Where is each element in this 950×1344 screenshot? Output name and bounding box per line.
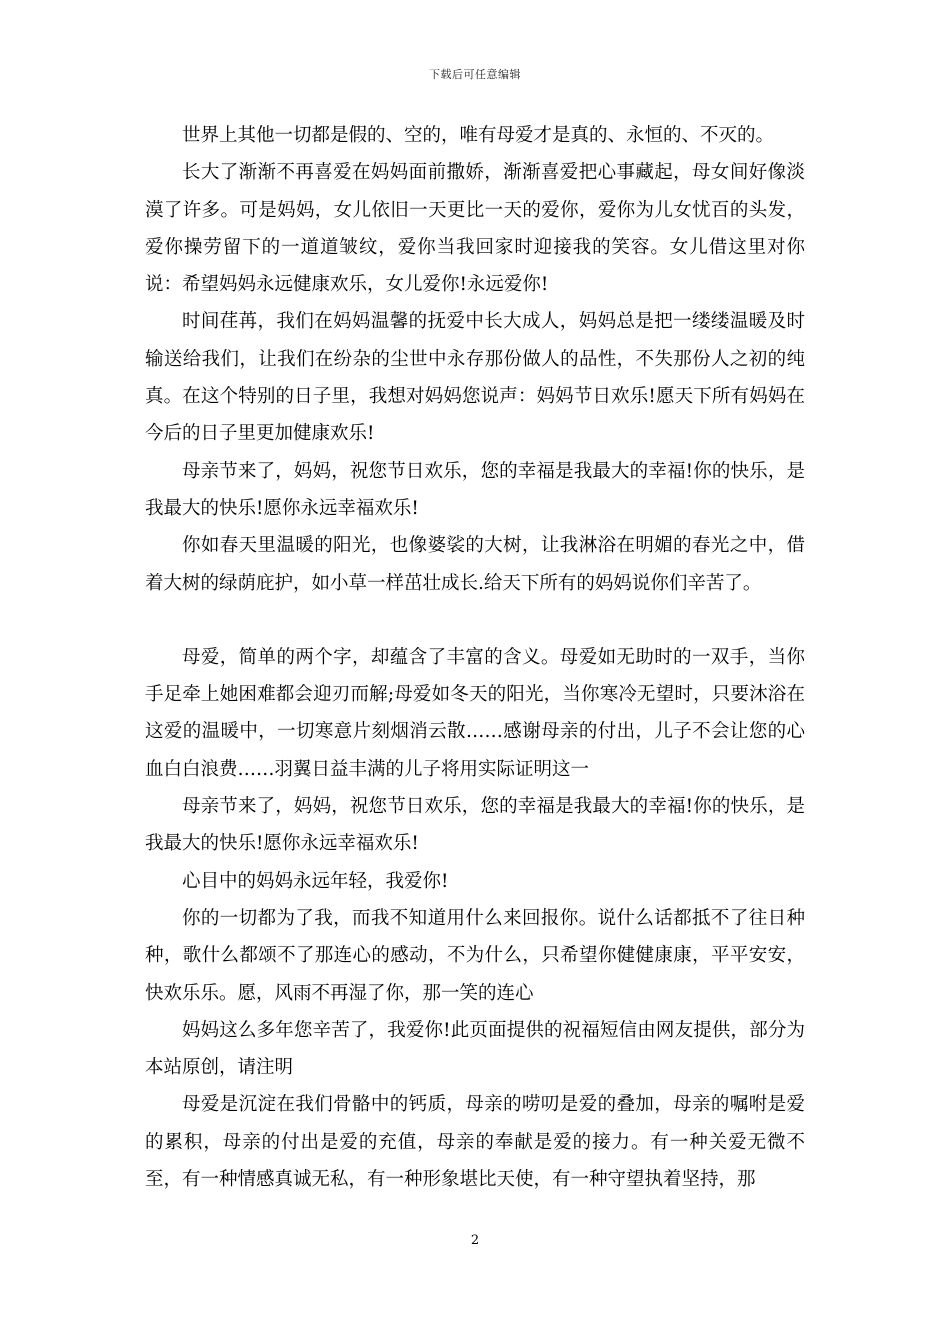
paragraph-spacer xyxy=(145,602,805,639)
paragraph: 你如春天里温暖的阳光，也像婆裟的大树，让我淋浴在明媚的春光之中，借着大树的绿荫庇护，如小草一样茁壮成长.给天下所有的妈妈说你们辛苦了。 xyxy=(145,535,805,594)
paragraph: 母爱是沉淀在我们骨骼中的钙质，母亲的唠叨是爱的叠加，母亲的嘱咐是爱的累积，母亲的付出是爱的充值，母亲的奉献是爱的接力。有一种关爱无微不至，有一种情感真诚无私，有一种形象堪比天使，有一种守望执着坚持，那 xyxy=(145,1094,805,1191)
paragraph: 时间荏苒，我们在妈妈温馨的抚爱中长大成人，妈妈总是把一缕缕温暖及时输送给我们，让我们在纷杂的尘世中永存那份做人的品性，不失那份人之初的纯真。在这个特别的日子里，我想对妈妈您说声：妈妈节日欢乐!愿天下所有妈妈在今后的日子里更加健康欢乐! xyxy=(145,311,806,445)
page-header: 下载后可任意编辑 xyxy=(429,68,521,81)
paragraph: 世界上其他一切都是假的、空的，唯有母爱才是真的、永恒的、不灭的。 xyxy=(182,125,775,146)
paragraph: 母亲节来了，妈妈，祝您节日欢乐，您的幸福是我最大的幸福!你的快乐，是我最大的快乐!愿你永远幸福欢乐! xyxy=(145,460,805,519)
paragraph: 妈妈这么多年您辛苦了，我爱你!此页面提供的祝福短信由网友提供，部分为本站原创，请注明 xyxy=(145,1019,805,1079)
paragraph: 母爱，简单的两个字，却蕴含了丰富的含义。母爱如无助时的一双手，当你手足牵上她困难都会迎刃而解;母爱如冬天的阳光，当你寒冷无望时，只要沐浴在这爱的温暖中，一切寒意片刻烟消云散……感谢母亲的付出，儿子不会让您的心血白白浪费……羽翼日益丰满的儿子将用实际证明这一 xyxy=(145,646,805,780)
paragraph: 母亲节来了，妈妈，祝您节日欢乐，您的幸福是我最大的幸福!你的快乐，是我最大的快乐!愿你永远幸福欢乐! xyxy=(145,796,805,855)
paragraph: 长大了渐渐不再喜爱在妈妈面前撒娇，渐渐喜爱把心事藏起，母女间好像淡漠了许多。可是妈妈，女儿依旧一天更比一天的爱你，爱你为儿女忧百的头发，爱你操劳留下的一道道皱纹，爱你当我回家时迎接我的笑容。女儿借这里对你说：希望妈妈永远健康欢乐，女儿爱你!永远爱你! xyxy=(145,162,805,296)
paragraph: 你的一切都为了我，而我不知道用什么来回报你。说什么话都抵不了往日种种，歌什么都颂不了那连心的感动，不为什么，只希望你健健康康，平平安安，快欢乐乐。愿，风雨不再湿了你，那一笑的连心 xyxy=(145,907,805,1004)
document-body xyxy=(145,117,805,1198)
paragraph: 心目中的妈妈永远年轻，我爱你! xyxy=(182,870,449,892)
page-number: 2 xyxy=(470,1233,480,1248)
